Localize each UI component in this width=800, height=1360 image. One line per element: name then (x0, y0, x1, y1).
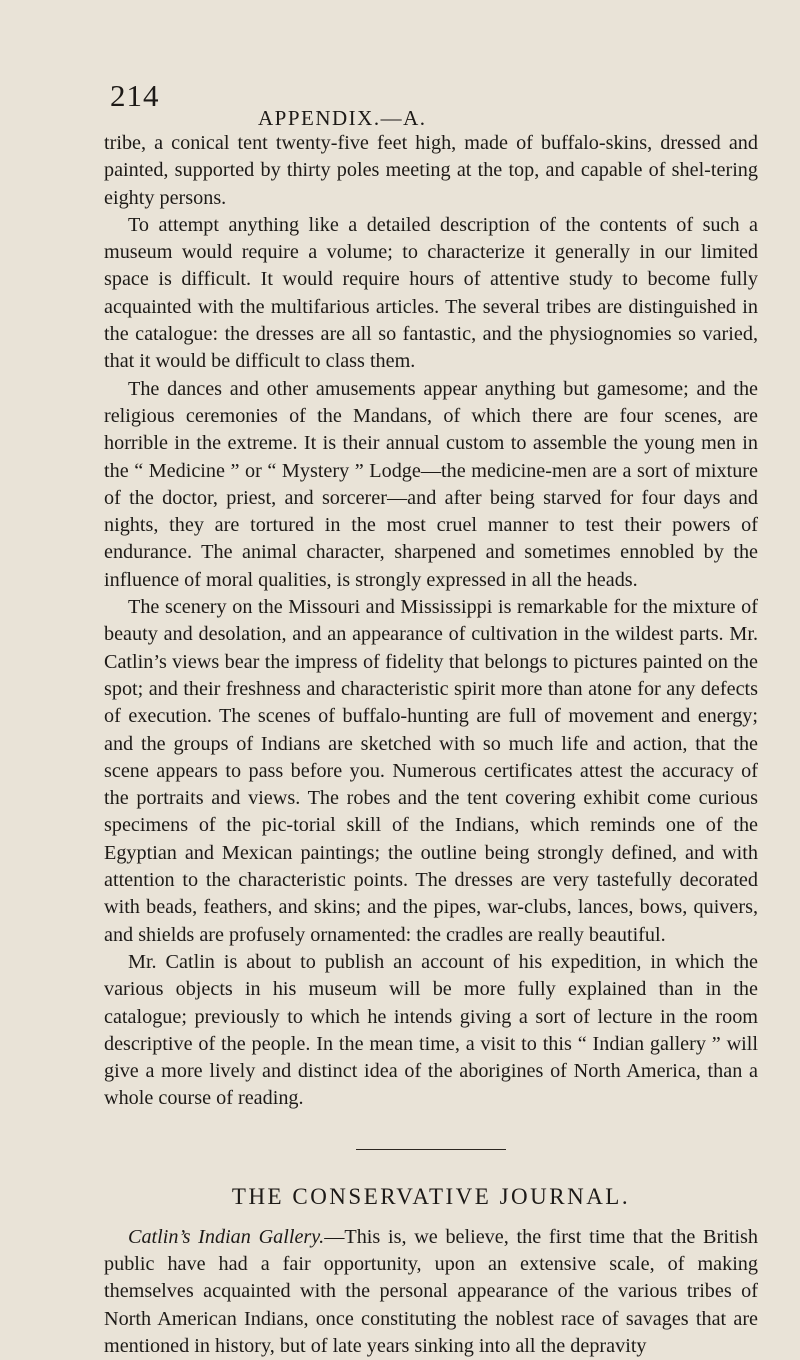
running-head: APPENDIX.—A. (258, 106, 427, 130)
paragraph-museum-description: To attempt anything like a detailed description of the contents of such a museum would require a volume; to characterize it generally in our limited space is difficult. It would require hours of attentive study to become fully acquainted with the multifarious articles. The several tribes are distinguished in the catalogue: the dresses are all so fantastic, and the physiognomies so varied, that it would be difficult to class them. (104, 213, 758, 373)
page-header (104, 78, 758, 130)
page-number: 214 (110, 78, 160, 113)
section-title: THE CONSERVATIVE JOURNAL. (231, 1183, 631, 1209)
section-lead-text: —This is, we believe, the first time that the British public have had a fair opportunity, upon an extensive scale, of making themselves acquainted with the personal appearance of the various tribes of North American Indians, once constituting the noblest race of savages that are mentioned in history, but of late years sinking into all the depravity (104, 1225, 758, 1357)
body-text (104, 130, 758, 1113)
paragraph-dances-ceremonies: The dances and other amusements appear anything but gamesome; and the religious ceremonies of the Mandans, of which there are four scenes, are horrible in the extreme. It is their annual custom to assemble the young men in the “ Medicine ” or “ Mystery ” Lodge—the medicine-men are a sort of mixture of the doctor, priest, and sorcerer—and after being starved for four days and nights, they are tortured in the most cruel manner to test their powers of endurance. The animal character, sharpened and sometimes ennobled by the influence of moral qualities, is strongly expressed in all the heads. (104, 377, 758, 591)
paragraph-scenery: The scenery on the Missouri and Mississippi is remarkable for the mixture of beauty and desolation, and an appearance of cultivation in the wildest parts. Mr. Catlin’s views bear the impress of fidelity that belongs to pictures painted on the spot; and their freshness and characteristic spirit more than atone for any defects of execution. The scenes of buffalo-hunting are full of movement and energy; and the groups of Indians are sketched with so much life and action, that the scene appears to pass before you. Numerous certificates attest the accuracy of the portraits and views. The robes and the tent covering exhibit come curious specimens of the pic-torial skill of the Indians, which reminds one of the Egyptian and Mexican paintings; the outline being strongly defined, and with attention to the characteristic points. The dresses are very tastefully decorated with beads, feathers, and skins; and the pipes, war-clubs, lances, bows, quivers, and shields are profusely ornamented: the cradles are really beautiful. (104, 596, 758, 946)
section-lead-italic: Catlin’s Indian Gallery. (128, 1225, 325, 1248)
paragraph-catlin-publication: Mr. Catlin is about to publish an account of his expedition, in which the various objects in his museum will be more fully explained than in the catalogue; previously to which he intends giving a sort of lecture in the room descriptive of the people. In the mean time, a visit to this “ Indian gallery ” will give a more lively and distinct idea of the aborigines of North America, than a whole course of reading. (104, 950, 758, 1110)
section-paragraph (104, 1224, 758, 1360)
section-body (104, 1224, 758, 1360)
paragraph-continuation: tribe, a conical tent twenty-five feet high, made of buffalo-skins, dressed and painted, supported by thirty poles meeting at the top, and capable of shel-tering eighty persons. (104, 132, 758, 209)
section-divider (356, 1149, 506, 1150)
